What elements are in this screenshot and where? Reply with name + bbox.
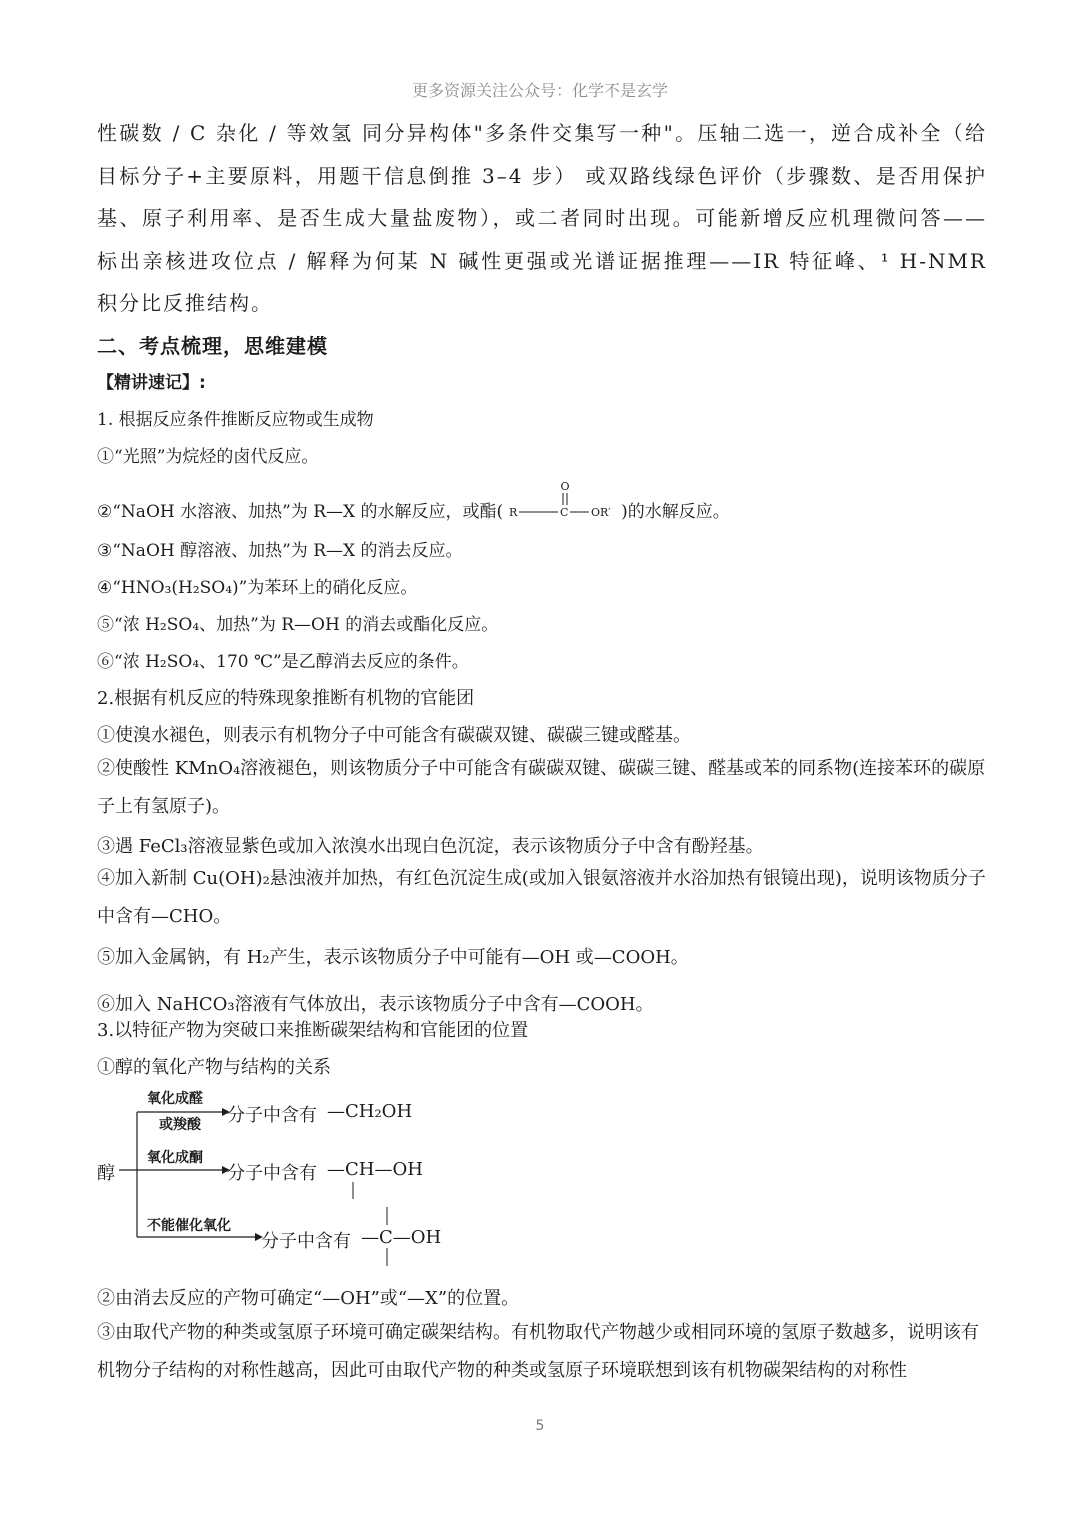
topic2-title: 2.根据有机反应的特殊现象推断有机物的官能团 (97, 688, 475, 709)
branch1-text: 分子中含有 (227, 1105, 317, 1126)
topic1-item-2-tail: )的水解反应。 (621, 502, 730, 522)
topic1-item-5: ⑤“浓 H₂SO₄、加热”为 R—OH 的消去或酯化反应。 (97, 615, 499, 635)
page-header: 更多资源关注公众号：化学不是玄学 (411, 81, 668, 100)
topic2-item-5: ⑤加入金属钠，有 H₂产生，表示该物质分子中可能有—OH 或—COOH。 (97, 947, 689, 968)
page-number: 5 (535, 1418, 545, 1434)
intro-paragraph: 性碳数 / C 杂化 / 等效氢 同分异构体"多条件交集写一种"。压轴二选一，逆合成补全（给目标分子+主要原料，用题干信息倒推 3–4 步） 或双路线绿色评价（步骤数、是否用保护基、原子利用率、是否生成大量盐废物），或二者同时出现。可能新增反应机理微问答——标出亲核进攻位点 / 解释为何某 N 碱性更强或光谱证据推理——IR 特征峰、¹ H-NMR 积分比反推结构。 (97, 121, 987, 315)
ester-structure (503, 479, 621, 526)
branch2-text: 分子中含有 (227, 1163, 317, 1184)
topic3-item-3: ③由取代产物的种类或氢原子环境可确定碳架结构。有机物取代产物越少或相同环境的氢原子数越多，说明该有机物分子结构的对称性越高，因此可由取代产物的种类或氢原子环境联想到该有机物碳架结构的对称性 (97, 1322, 979, 1381)
section-title: 二、考点梳理，思维建模 (97, 334, 328, 358)
topic3-item-2: ②由消去反应的产物可确定“—OH”或“—X”的位置。 (97, 1288, 520, 1309)
topic1-item-1: ①“光照”为烷烃的卤代反应。 (97, 447, 319, 467)
topic1-item-3: ③“NaOH 醇溶液、加热”为 R—X 的消去反应。 (97, 541, 463, 561)
branch1-label-bottom: 或羧酸 (159, 1117, 201, 1133)
topic2-item-1: ①使溴水褪色，则表示有机物分子中可能含有碳碳双键、碳碳三键或醛基。 (97, 725, 691, 746)
branch2-group: —CH—OH (327, 1159, 423, 1180)
topic3-title: 3.以特征产物为突破口来推断碳架结构和官能团的位置 (97, 1020, 529, 1041)
branch3-group: —C—OH (361, 1227, 442, 1248)
topic1-title: 1. 根据反应条件推断反应物或生成物 (97, 410, 374, 430)
branch3-text: 分子中含有 (261, 1231, 351, 1252)
topic3-item-1: ①醇的氧化产物与结构的关系 (97, 1057, 331, 1078)
topic1-item-6: ⑥“浓 H₂SO₄、170 ℃”是乙醇消去反应的条件。 (97, 652, 469, 672)
branch1-group: —CH₂OH (327, 1101, 413, 1122)
branch1-label-top: 氧化成醛 (147, 1091, 203, 1107)
topic1-item-2-text: ②“NaOH 水溶液、加热”为 R—X 的水解反应，或酯( (97, 502, 504, 522)
topic2-item-3: ③遇 FeCl₃溶液显紫色或加入浓溴水出现白色沉淀，表示该物质分子中含有酚羟基。 (97, 836, 764, 857)
topic2-item-4: ④加入新制 Cu(OH)₂悬浊液并加热，有红色沉淀生成(或加入银氨溶液并水浴加热有银镜出现)，说明该物质分子中含有—CHO。 (97, 868, 986, 927)
alcohol-oxidation-diagram (97, 1085, 497, 1270)
diagram-root: 醇 (97, 1163, 115, 1184)
topic1-item-2 (97, 479, 730, 526)
ester-or: OR′ (591, 505, 611, 519)
branch2-label: 氧化成酮 (147, 1150, 203, 1166)
topic2-item-6: ⑥加入 NaHCO₃溶液有气体放出，表示该物质分子中含有—COOH。 (97, 994, 654, 1015)
ester-c: C (560, 505, 569, 519)
subsection-title: 【精讲速记】: (97, 373, 206, 393)
topic2-item-2: ②使酸性 KMnO₄溶液褪色，则该物质分子中可能含有碳碳双键、碳碳三键、醛基或苯的同系物(连接苯环的碳原子上有氢原子)。 (97, 758, 986, 817)
ester-o-top: O (560, 479, 570, 493)
ester-r: R (509, 505, 518, 519)
branch3-label: 不能催化氧化 (147, 1218, 231, 1234)
topic1-item-4: ④“HNO₃(H₂SO₄)”为苯环上的硝化反应。 (97, 578, 418, 598)
